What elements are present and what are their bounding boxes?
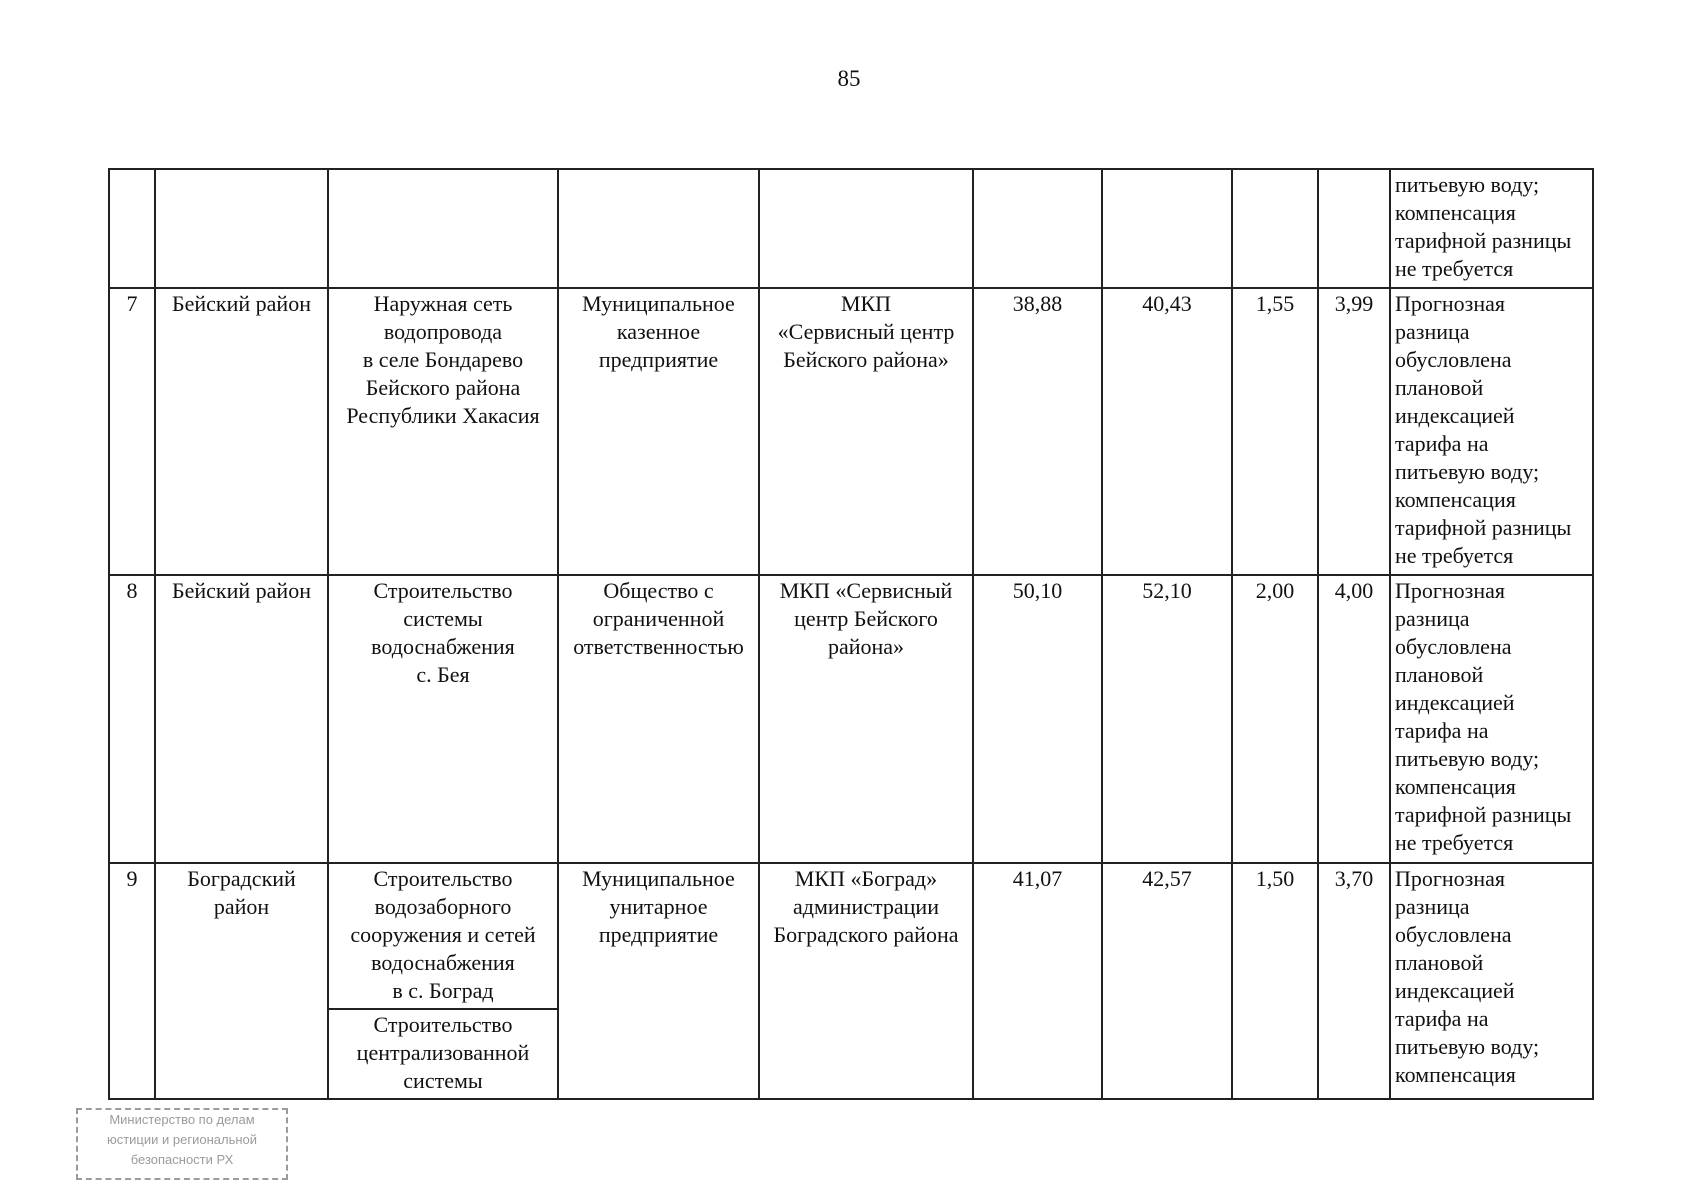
org-form-cell: Муниципальное унитарное предприятие — [558, 863, 759, 1099]
value-cell-4: 4,00 — [1318, 575, 1390, 863]
organization-cell: МКП «Сервисный центр Бейского района» — [759, 288, 973, 575]
value-cell-2: 52,10 — [1102, 575, 1232, 863]
row-number — [109, 169, 155, 288]
stamp-line: Министерство по делам — [109, 1112, 255, 1127]
object-cell — [328, 169, 558, 288]
tariff-table — [108, 168, 1594, 1100]
stamp-line: безопасности РХ — [130, 1152, 234, 1167]
note-cell: Прогнозная разница обусловлена плановой индексацией тарифа на питьевую воду; компенсация тарифной разницы не требуется — [1390, 575, 1593, 863]
organization-cell — [759, 169, 973, 288]
value-cell-2 — [1102, 169, 1232, 288]
value-cell-1: 50,10 — [973, 575, 1102, 863]
registration-stamp — [76, 1108, 288, 1180]
value-cell-4: 3,99 — [1318, 288, 1390, 575]
row-number: 7 — [109, 288, 155, 575]
table-row — [109, 575, 1593, 863]
organization-cell: МКП «Сервисный центр Бейского района» — [759, 575, 973, 863]
value-cell-1: 41,07 — [973, 863, 1102, 1099]
page-number: 85 — [837, 66, 861, 91]
district-cell: Бейский район — [155, 575, 328, 863]
stamp-line: юстиции и региональной — [106, 1132, 258, 1147]
row-number: 9 — [109, 863, 155, 1099]
organization-cell: МКП «Боград» администрации Боградского района — [759, 863, 973, 1099]
org-form-cell — [558, 169, 759, 288]
value-cell-3: 1,55 — [1232, 288, 1318, 575]
value-cell-3 — [1232, 169, 1318, 288]
district-cell: Бейский район — [155, 288, 328, 575]
table-row — [109, 169, 1593, 288]
district-cell: Боградский район — [155, 863, 328, 1099]
value-cell-2: 42,57 — [1102, 863, 1232, 1099]
value-cell-4: 3,70 — [1318, 863, 1390, 1099]
value-cell-3: 2,00 — [1232, 575, 1318, 863]
district-cell — [155, 169, 328, 288]
note-cell: Прогнозная разница обусловлена плановой индексацией тарифа на питьевую воду; компенсация — [1390, 863, 1593, 1099]
value-cell-3: 1,50 — [1232, 863, 1318, 1099]
object-cell-secondary: Строительство централизованной системы — [328, 1009, 558, 1099]
row-number: 8 — [109, 575, 155, 863]
value-cell-1 — [973, 169, 1102, 288]
note-cell: Прогнозная разница обусловлена плановой индексацией тарифа на питьевую воду; компенсация тарифной разницы не требуется — [1390, 288, 1593, 575]
note-cell: питьевую воду; компенсация тарифной разницы не требуется — [1390, 169, 1593, 288]
value-cell-1: 38,88 — [973, 288, 1102, 575]
object-cell: Строительство системы водоснабжения с. Бея — [328, 575, 558, 863]
org-form-cell: Муниципальное казенное предприятие — [558, 288, 759, 575]
object-cell: Наружная сеть водопровода в селе Бондарево Бейского района Республики Хакасия — [328, 288, 558, 575]
value-cell-2: 40,43 — [1102, 288, 1232, 575]
table-row — [109, 863, 1593, 1009]
org-form-cell: Общество с ограниченной ответственностью — [558, 575, 759, 863]
table-row — [109, 288, 1593, 575]
object-cell: Строительство водозаборного сооружения и сетей водоснабжения в с. Боград — [328, 863, 558, 1009]
value-cell-4 — [1318, 169, 1390, 288]
